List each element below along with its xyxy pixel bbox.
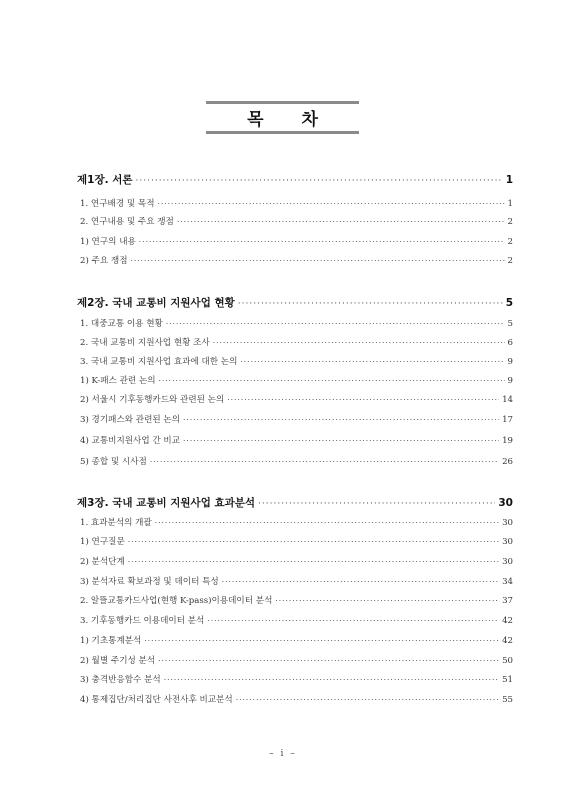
toc-entry-label: 3) 분석자료 확보과정 및 데이터 특성 bbox=[80, 577, 219, 587]
toc-title-box bbox=[206, 101, 359, 134]
dot-leader bbox=[238, 299, 503, 309]
dot-leader bbox=[240, 357, 504, 366]
toc-entry-page-number: 30 bbox=[498, 497, 513, 509]
dot-leader bbox=[128, 537, 499, 546]
dot-leader bbox=[155, 518, 499, 527]
toc-entry-page-number: 9 bbox=[507, 376, 513, 386]
toc-entry-page-number: 2 bbox=[507, 217, 513, 227]
toc-entry-label: 4) 통제집단/처리집단 사전사후 비교분석 bbox=[80, 695, 233, 705]
dot-leader bbox=[158, 656, 499, 665]
dot-leader bbox=[213, 338, 505, 347]
toc-item-entry[interactable] bbox=[80, 393, 513, 405]
toc-entry-label: 2. 국내 교통비 지원사업 현황 조사 bbox=[80, 338, 210, 348]
toc-entry-page-number: 2 bbox=[507, 237, 513, 247]
toc-entry-label: 4) 교통비지원사업 간 비교 bbox=[80, 436, 181, 446]
toc-item-entry[interactable] bbox=[80, 374, 513, 386]
toc-entry-page-number: 26 bbox=[502, 457, 513, 467]
toc-entry-label: 1) 기초통계분석 bbox=[80, 636, 142, 646]
toc-entry-page-number: 37 bbox=[502, 596, 513, 606]
toc-entry-label: 1) 연구질문 bbox=[80, 537, 125, 547]
toc-entry-label: 3. 국내 교통비 지원사업 효과에 대한 논의 bbox=[80, 357, 238, 367]
toc-entry-label: 2. 연구내용 및 주요 쟁점 bbox=[80, 217, 174, 227]
toc-entry-label: 2) 분석단계 bbox=[80, 557, 125, 567]
dot-leader bbox=[183, 436, 499, 445]
toc-chapter-entry[interactable] bbox=[77, 172, 513, 187]
toc-entry-label: 2) 주요 쟁점 bbox=[80, 256, 128, 266]
dot-leader bbox=[227, 395, 499, 404]
page-title: 목 차 bbox=[247, 110, 334, 130]
toc-entry-label: 제2장. 국내 교통비 지원사업 현황 bbox=[77, 297, 235, 309]
toc-entry-page-number: 14 bbox=[502, 395, 513, 405]
toc-entry-page-number: 1 bbox=[505, 174, 513, 186]
toc-chapter-entry[interactable] bbox=[77, 495, 513, 510]
toc-entry-label: 1. 대중교통 이용 현황 bbox=[80, 319, 163, 329]
toc-entry-page-number: 1 bbox=[507, 199, 513, 209]
dot-leader bbox=[177, 217, 505, 226]
toc-item-entry[interactable] bbox=[80, 673, 513, 685]
toc-entry-page-number: 55 bbox=[502, 695, 513, 705]
toc-item-entry[interactable] bbox=[80, 434, 513, 446]
toc-entry-label: 2) 월별 주기성 분석 bbox=[80, 656, 156, 666]
toc-entry-page-number: 19 bbox=[502, 436, 513, 446]
toc-entry-page-number: 30 bbox=[502, 557, 513, 567]
toc-entry-page-number: 50 bbox=[502, 656, 513, 666]
toc-entry-page-number: 42 bbox=[502, 616, 513, 626]
dot-leader bbox=[207, 616, 499, 625]
dot-leader bbox=[159, 376, 505, 385]
toc-item-entry[interactable] bbox=[80, 317, 513, 329]
toc-entry-label: 제1장. 서론 bbox=[77, 174, 133, 186]
toc-item-entry[interactable] bbox=[80, 516, 513, 528]
toc-item-entry[interactable] bbox=[80, 594, 513, 606]
toc-entry-label: 제3장. 국내 교통비 지원사업 효과분석 bbox=[77, 497, 256, 509]
page-number-footer: – i – bbox=[269, 749, 297, 759]
toc-item-entry[interactable] bbox=[80, 555, 513, 567]
toc-item-entry[interactable] bbox=[80, 413, 513, 425]
toc-entry-page-number: 17 bbox=[502, 415, 513, 425]
dot-leader bbox=[222, 577, 499, 586]
toc-entry-label: 1) 연구의 내용 bbox=[80, 237, 136, 247]
toc-item-entry[interactable] bbox=[80, 693, 513, 705]
dot-leader bbox=[166, 319, 505, 328]
dot-leader bbox=[150, 457, 499, 466]
toc-item-entry[interactable] bbox=[80, 575, 513, 587]
toc-entry-label: 2) 서울시 기후동행카드와 관련된 논의 bbox=[80, 395, 225, 405]
dot-leader bbox=[275, 596, 499, 605]
dot-leader bbox=[131, 256, 505, 265]
dot-leader bbox=[158, 199, 505, 208]
toc-entry-page-number: 5 bbox=[505, 297, 513, 309]
toc-entry-page-number: 2 bbox=[507, 256, 513, 266]
toc-item-entry[interactable] bbox=[80, 235, 513, 247]
toc-item-entry[interactable] bbox=[80, 614, 513, 626]
toc-item-entry[interactable] bbox=[80, 355, 513, 367]
dot-leader bbox=[164, 675, 499, 684]
dot-leader bbox=[144, 636, 499, 645]
dot-leader bbox=[139, 237, 505, 246]
toc-entry-label: 3) 경기패스와 관련된 논의 bbox=[80, 415, 181, 425]
toc-entry-label: 5) 종합 및 시사점 bbox=[80, 457, 147, 467]
dot-leader bbox=[236, 695, 499, 704]
toc-entry-page-number: 5 bbox=[507, 319, 513, 329]
toc-entry-label: 2. 알뜰교통카드사업(현행 K-pass)이용데이터 분석 bbox=[80, 596, 273, 606]
toc-entry-page-number: 9 bbox=[507, 357, 513, 367]
toc-item-entry[interactable] bbox=[80, 215, 513, 227]
toc-item-entry[interactable] bbox=[80, 455, 513, 467]
dot-leader bbox=[136, 176, 503, 186]
toc-entry-label: 1) K-패스 관련 논의 bbox=[80, 376, 156, 386]
toc-item-entry[interactable] bbox=[80, 254, 513, 266]
dot-leader bbox=[128, 557, 499, 566]
toc-entry-label: 1. 연구배경 및 목적 bbox=[80, 199, 155, 209]
toc-item-entry[interactable] bbox=[80, 197, 513, 209]
toc-chapter-entry[interactable] bbox=[77, 295, 513, 310]
toc-entry-label: 1. 효과분석의 개괄 bbox=[80, 518, 152, 528]
toc-entry-page-number: 34 bbox=[502, 577, 513, 587]
toc-item-entry[interactable] bbox=[80, 336, 513, 348]
dot-leader bbox=[258, 499, 495, 509]
toc-entry-label: 3) 충격반응함수 분석 bbox=[80, 675, 161, 685]
dot-leader bbox=[183, 415, 499, 424]
toc-entry-page-number: 30 bbox=[502, 537, 513, 547]
toc-entry-page-number: 42 bbox=[502, 636, 513, 646]
toc-item-entry[interactable] bbox=[80, 654, 513, 666]
toc-entry-page-number: 51 bbox=[502, 675, 513, 685]
toc-entry-page-number: 6 bbox=[507, 338, 513, 348]
toc-item-entry[interactable] bbox=[80, 535, 513, 547]
toc-entry-page-number: 30 bbox=[502, 518, 513, 528]
toc-item-entry[interactable] bbox=[80, 634, 513, 646]
toc-entry-label: 3. 기후동행카드 이용데이터 분석 bbox=[80, 616, 205, 626]
